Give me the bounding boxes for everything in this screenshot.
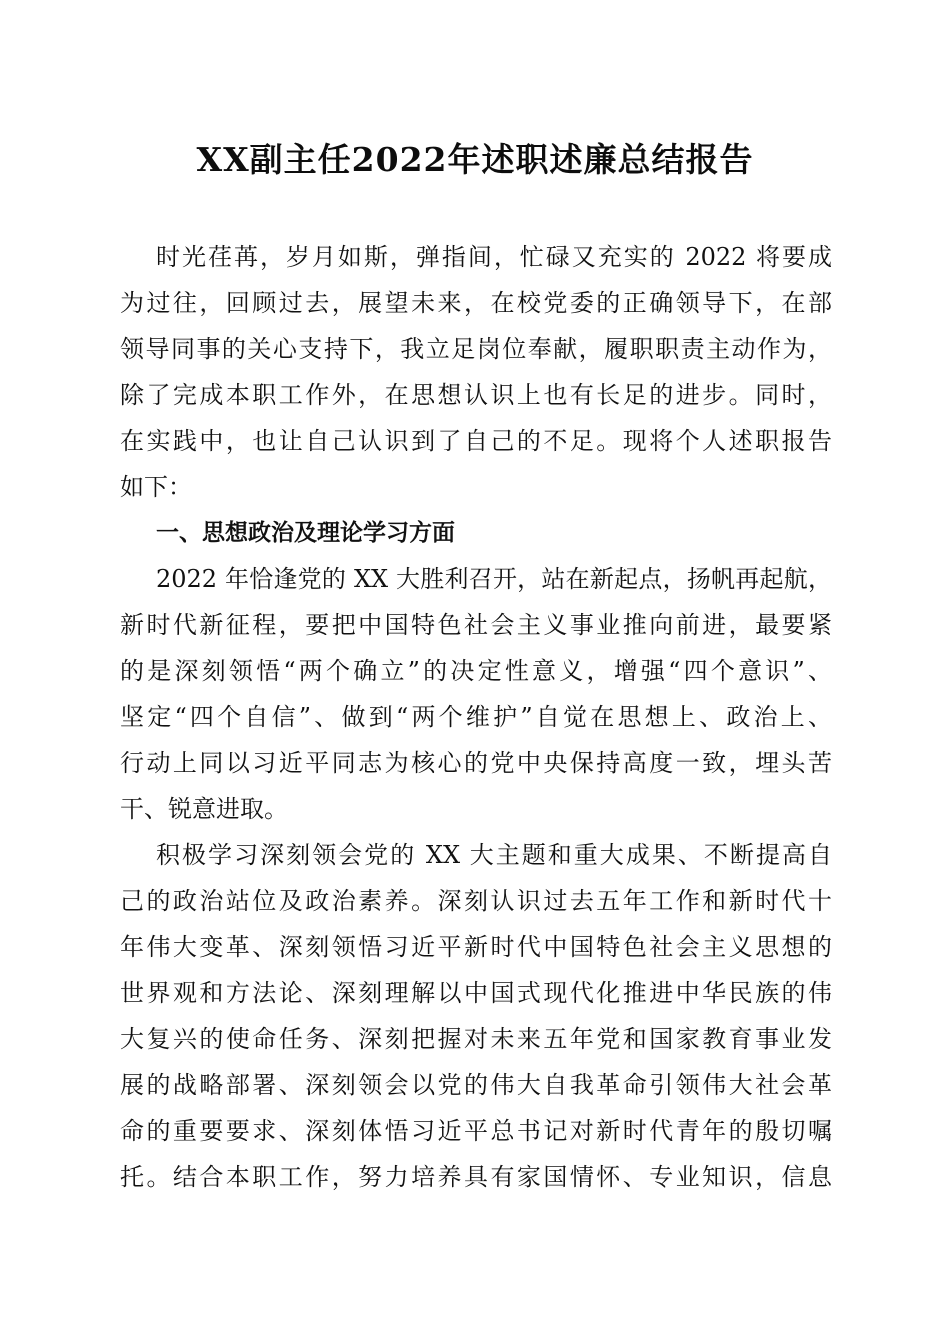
paragraph-line: 积极学习深刻领会党的 XX 大主题和重大成果、不断提高自 (156, 841, 832, 869)
paragraph-line: 己的政治站位及政治素养。深刻认识过去五年工作和新时代十 (120, 887, 832, 915)
paragraph-line: 为过往，回顾过去，展望未来，在校党委的正确领导下，在部 (120, 289, 832, 317)
paragraph-line: 除了完成本职工作外，在思想认识上也有长足的进步。同时， (120, 381, 832, 409)
document-title: XX副主任2022年述职述廉总结报告 (196, 140, 754, 179)
paragraph-line: 如下： (120, 473, 192, 501)
paragraph-line: 的是深刻领悟“两个确立”的决定性意义，增强“四个意识”、 (120, 657, 832, 685)
paragraph-line: 坚定“四个自信”、做到“两个维护”自觉在思想上、政治上、 (120, 703, 832, 731)
paragraph-line: 世界观和方法论、深刻理解以中国式现代化推进中华民族的伟 (120, 979, 832, 1007)
paragraph-line: 领导同事的关心支持下，我立足岗位奉献，履职职责主动作为， (120, 335, 832, 363)
paragraph-line: 年伟大变革、深刻领悟习近平新时代中国特色社会主义思想的 (120, 933, 832, 961)
paragraph-line: 时光荏苒，岁月如斯，弹指间，忙碌又充实的 2022 将要成 (156, 243, 832, 271)
paragraph-line: 干、锐意进取。 (120, 795, 288, 823)
paragraph-line: 行动上同以习近平同志为核心的党中央保持高度一致，埋头苦 (120, 749, 832, 777)
paragraph-line: 新时代新征程，要把中国特色社会主义事业推向前进，最要紧 (120, 611, 832, 639)
paragraph-line: 2022 年恰逢党的 XX 大胜利召开，站在新起点，扬帆再起航， (156, 565, 832, 593)
paragraph-line: 托。结合本职工作，努力培养具有家国情怀、专业知识，信息 (120, 1163, 832, 1191)
section-heading: 一、思想政治及理论学习方面 (156, 520, 455, 546)
paragraph-line: 展的战略部署、深刻领会以党的伟大自我革命引领伟大社会革 (120, 1071, 832, 1099)
paragraph-line: 命的重要要求、深刻体悟习近平总书记对新时代青年的殷切嘱 (120, 1117, 832, 1145)
paragraph-line: 在实践中，也让自己认识到了自己的不足。现将个人述职报告 (120, 427, 832, 455)
paragraph-line: 大复兴的使命任务、深刻把握对未来五年党和国家教育事业发 (120, 1025, 832, 1053)
document-body (120, 234, 832, 1200)
